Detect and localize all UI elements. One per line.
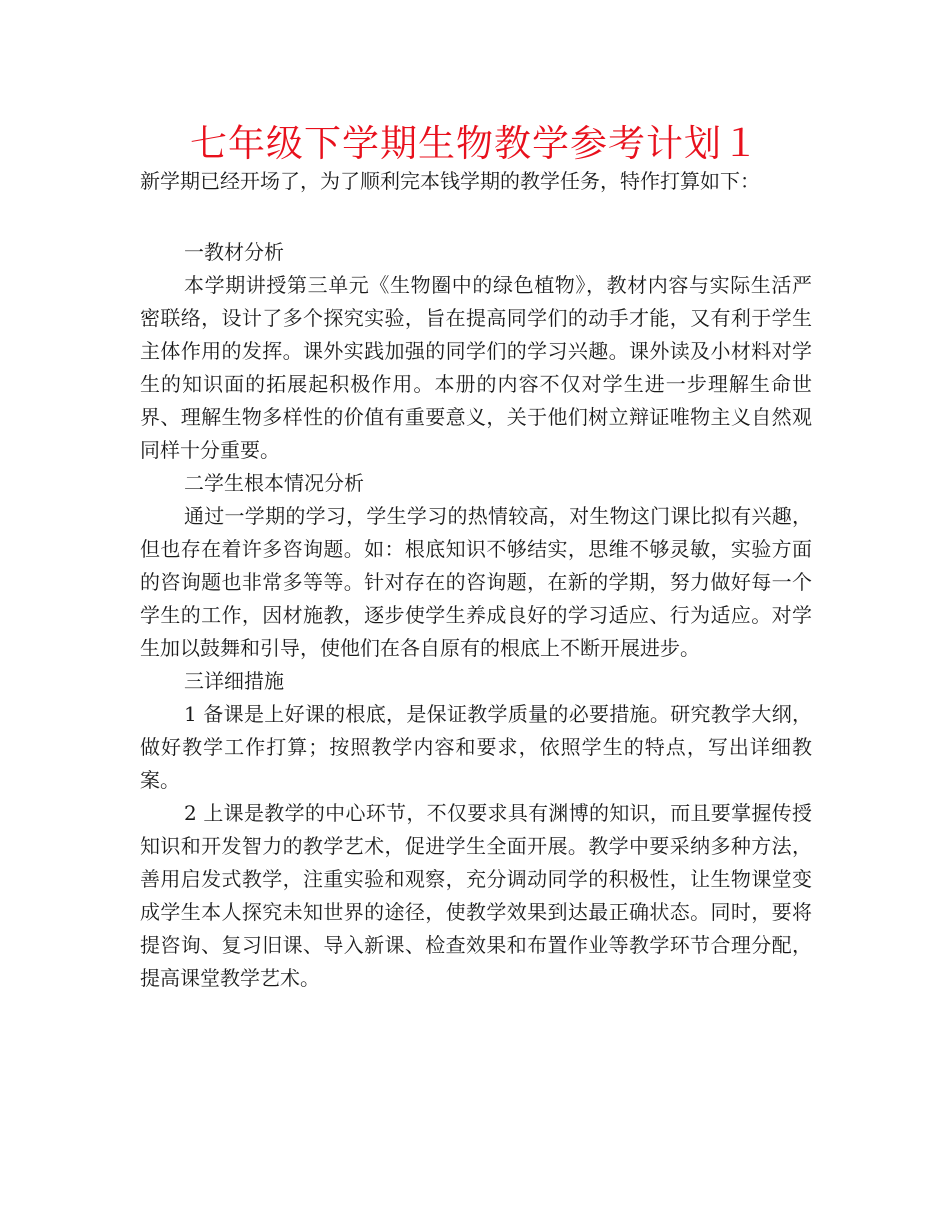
paragraph-measure-2: 2 上课是教学的中心环节，不仅要求具有渊博的知识，而且要掌握传授知识和开发智力的教学艺术，促进学生全面开展。教学中要采纳多种方法，善用启发式教学，注重实验和观察，充分调动同学的积极性，让生物课堂变成学生本人探究未知世界的途径，使教学效果到达最正确状态。同时，要将提咨询、复习旧课、导入新课、检查效果和布置作业等教学环节合理分配，提高课堂教学艺术。 — [140, 801, 812, 990]
document-title: 七年级下学期生物教学参考计划１ — [190, 122, 760, 165]
paragraph-measure-1: 1 备课是上好课的根底，是保证教学质量的必要措施。研究教学大纲，做好教学工作打算；按照教学内容和要求，依照学生的特点，写出详细教案。 — [140, 702, 812, 792]
paragraph-students: 通过一学期的学习，学生学习的热情较高，对生物这门课比拟有兴趣，但也存在着许多咨询题。如：根底知识不够结实，思维不够灵敏，实验方面的咨询题也非常多等等。针对存在的咨询题，在新的学期，努力做好每一个学生的工作，因材施教，逐步使学生养成良好的学习适应、行为适应。对学生加以鼓舞和引导，使他们在各自原有的根底上不断开展进步。 — [140, 504, 812, 660]
section-heading-materials: 一教材分析 — [184, 240, 284, 264]
document-body — [140, 236, 812, 995]
paragraph-materials: 本学期讲授第三单元《生物圈中的绿色植物》，教材内容与实际生活严密联络，设计了多个探究实验，旨在提高同学们的动手才能，又有利于学生主体作用的发挥。课外实践加强的同学们的学习兴趣。课外读及小材料对学生的知识面的拓展起积极作用。本册的内容不仅对学生进一步理解生命世界、理解生物多样性的价值有重要意义，关于他们树立辩证唯物主义自然观同样十分重要。 — [140, 273, 812, 462]
section-heading-students: 二学生根本情况分析 — [184, 471, 364, 495]
intro-paragraph: 新学期已经开场了，为了顺利完本钱学期的教学任务，特作打算如下： — [140, 169, 760, 193]
section-heading-measures: 三详细措施 — [184, 669, 284, 693]
